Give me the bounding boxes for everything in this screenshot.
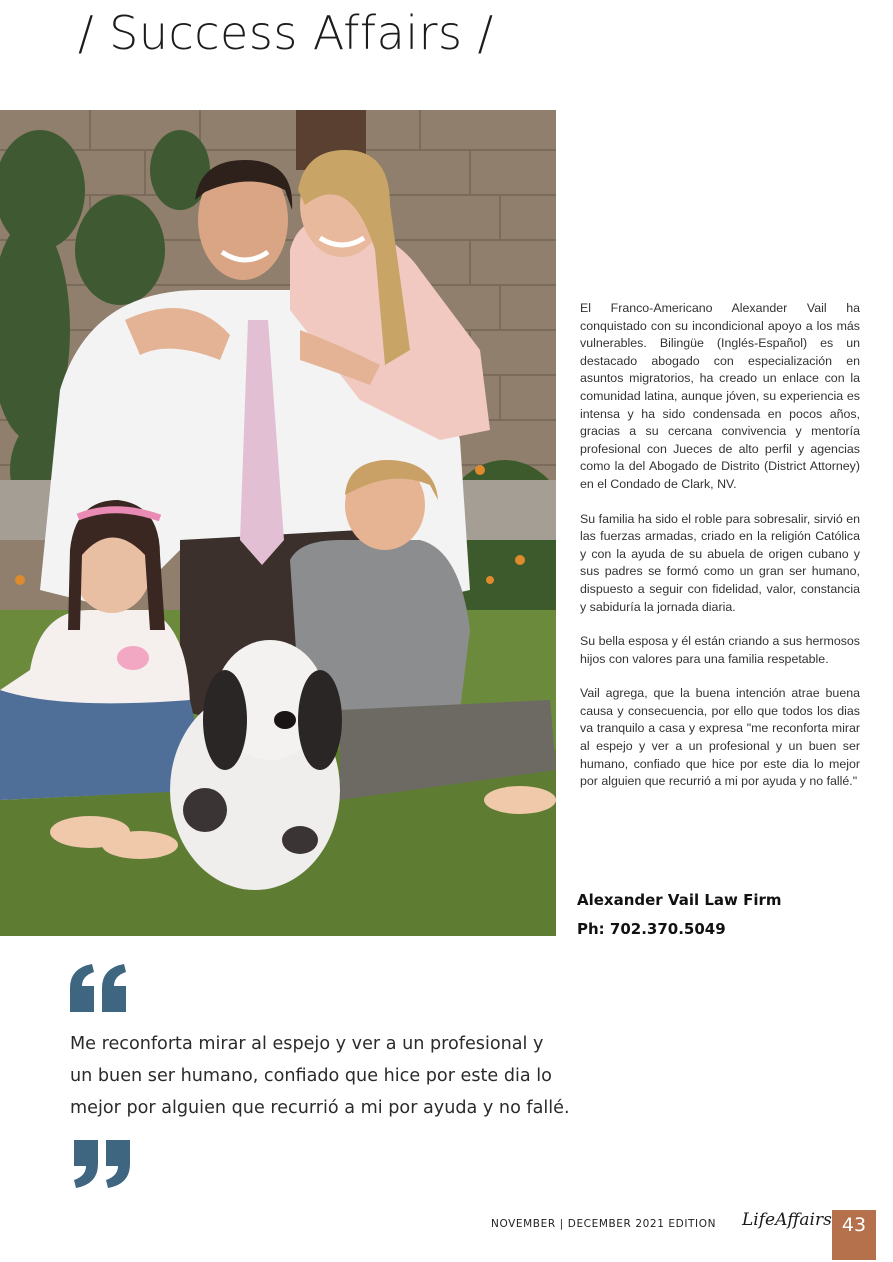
- article-paragraph: Su bella esposa y él están criando a sus hermosos hijos con valores para una familia respetable.: [580, 634, 860, 666]
- pull-quote: Me reconforta mirar al espejo y ver a un profesional y un buen ser humano, confiado que hice por este dia lo mejor por alguien que recurrió a mi por ayuda y no fallé.: [70, 1034, 570, 1118]
- close-quote-icon: [70, 1140, 132, 1195]
- article-paragraph: Vail agrega, que la buena intención atrae buena causa y consecuencia, por ello que todos los dias va tranquilo a casa y expresa "me reconforta mirar al espejo y ver a un profesional y un buen ser humano, confiado que hice por este dia lo mejor por alguien que recurrió a mi por ayuda y no fallé.": [580, 686, 860, 789]
- firm-name: Alexander Vail Law Firm: [577, 891, 782, 909]
- article-paragraph: Su familia ha sido el roble para sobresalir, sirvió en las fuerzas armadas, criado en la religión Católica y con la ayuda de su abuela de origen cubano y sus padres se formó como un gran ser humano, dispuesto a seguir con fidelidad, valor, constancia y sabiduría la jornada diaria.: [580, 511, 860, 614]
- article-body: [580, 300, 860, 808]
- open-quote-icon: [68, 962, 130, 1017]
- contact-block: [577, 886, 782, 944]
- section-title: / Success Affairs /: [78, 6, 494, 60]
- page-number: 43: [832, 1210, 876, 1260]
- phone-number: Ph: 702.370.5049: [577, 920, 726, 938]
- article-paragraph: El Franco-Americano Alexander Vail ha conquistado con su incondicional apoyo a los más vulnerables. Bilingüe (Inglés-Español) es un destacado abogado con especialización en asuntos migratorios, ha creado un enlace con la comunidad latina, aunque jóven, su experiencia es intensa y ha sido condensada en pocos años, gracias a su cercana convivencia y mentoría profesional con Jueces de alto perfil y agencias como la del Abogado de Distrito (District Attorney) en el Condado de Clark, NV.: [580, 301, 860, 491]
- life-affairs-logo: LifeAffairs: [742, 1210, 832, 1230]
- family-portrait-photo: [0, 110, 556, 936]
- edition-label: NOVEMBER | DECEMBER 2021 EDITION: [491, 1218, 717, 1230]
